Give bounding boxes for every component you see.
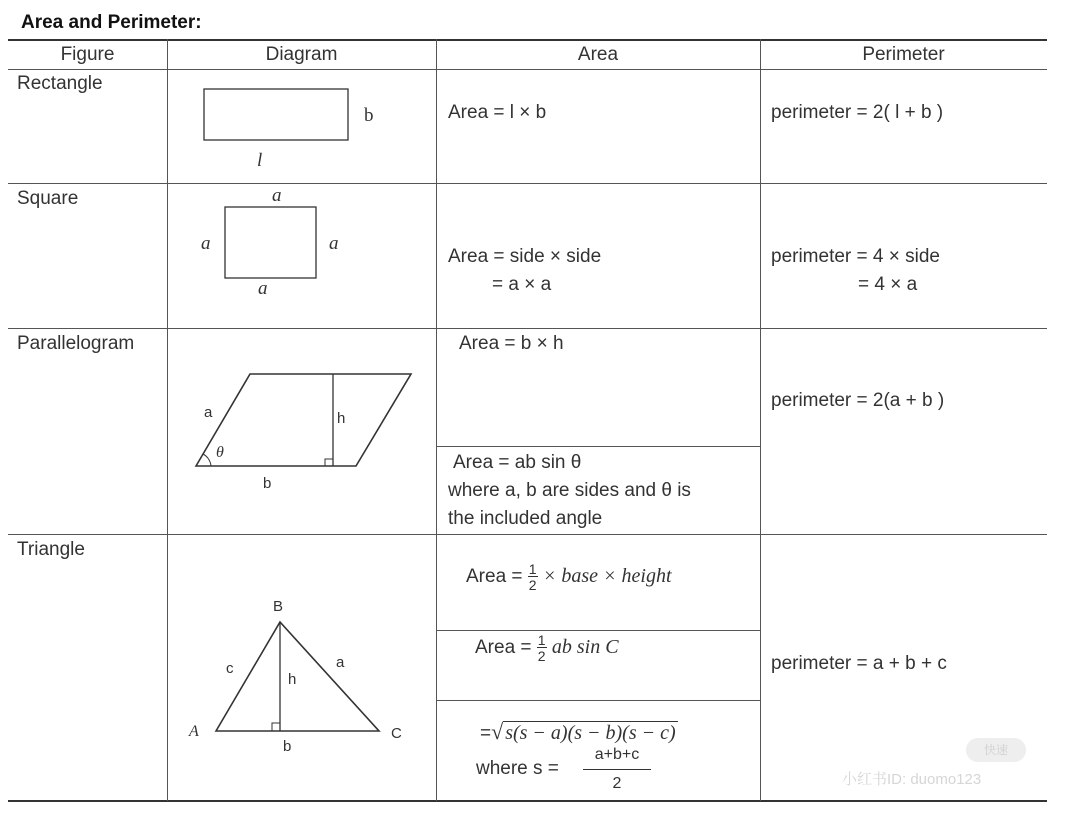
triangle-area1 xyxy=(466,562,672,592)
figure-name-square: Square xyxy=(17,188,79,209)
heron-equals: = xyxy=(480,723,492,744)
fraction-denominator: 2 xyxy=(528,577,537,593)
rectangle-area-formula: Area = l × b xyxy=(448,102,547,123)
triangle-label-h: h xyxy=(288,671,297,688)
semi-perimeter-numerator: a+b+c xyxy=(594,746,640,763)
right-angle-mark xyxy=(272,723,280,731)
square-label-top: a xyxy=(272,185,282,206)
square-label-bottom: a xyxy=(258,278,268,299)
square-perimeter-line1: perimeter = 4 × side xyxy=(771,246,940,267)
semi-perimeter-denominator: 2 xyxy=(612,775,622,792)
triangle-area1-prefix: Area = xyxy=(466,566,523,588)
square-area-line2: = a × a xyxy=(492,274,552,295)
parallelogram-area2-line1: Area = ab sin θ xyxy=(453,452,582,473)
fraction-numerator: 1 xyxy=(528,561,537,577)
parallelogram-area2-line2: where a, b are sides and θ is xyxy=(448,480,691,501)
header-figure: Figure xyxy=(60,44,115,65)
triangle-label-c: c xyxy=(226,660,234,677)
triangle-area1-suffix: × base × height xyxy=(542,565,672,588)
parallelogram-label-a: a xyxy=(204,404,213,421)
parallelogram-perimeter: perimeter = 2(a + b ) xyxy=(771,390,945,411)
rectangle-perimeter-formula: perimeter = 2( l + b ) xyxy=(771,102,944,123)
triangle-area2 xyxy=(475,633,619,663)
triangle-label-a: a xyxy=(336,654,345,671)
watermark-badge: 快速 xyxy=(966,738,1026,762)
square-label-right: a xyxy=(329,233,339,254)
fraction-half xyxy=(528,562,538,592)
parallelogram-label-h: h xyxy=(337,410,346,427)
parallelogram-label-b: b xyxy=(263,475,272,492)
triangle-shape xyxy=(216,622,379,731)
heron-radicand: s(s − a)(s − b)(s − c) xyxy=(505,722,676,744)
square-perimeter-line2: = 4 × a xyxy=(858,274,918,295)
header-diagram: Diagram xyxy=(265,44,338,65)
triangle-label-b: b xyxy=(283,738,292,755)
page-title: Area and Perimeter: xyxy=(21,12,202,33)
header-perimeter: Perimeter xyxy=(862,44,945,65)
header-area: Area xyxy=(577,44,619,65)
triangle-area2-suffix: ab sin C xyxy=(551,636,619,659)
triangle-label-A: A xyxy=(189,723,199,740)
triangle-label-B: B xyxy=(273,598,284,615)
heron-formula xyxy=(480,719,678,745)
triangle-perimeter: perimeter = a + b + c xyxy=(771,653,947,674)
square-area-line1: Area = side × side xyxy=(448,246,602,267)
triangle-area2-prefix: Area = xyxy=(475,637,532,659)
figure-name-parallelogram: Parallelogram xyxy=(17,333,135,354)
parallelogram-area2-line3: the included angle xyxy=(448,508,603,529)
parallelogram-label-theta: θ xyxy=(216,444,224,461)
figure-name-triangle: Triangle xyxy=(17,539,85,560)
fraction-numerator: 1 xyxy=(537,632,546,648)
parallelogram-area1: Area = b × h xyxy=(459,333,564,354)
triangle-label-C: C xyxy=(391,725,402,742)
fraction-half xyxy=(537,633,547,663)
figure-name-rectangle: Rectangle xyxy=(17,73,103,94)
square-label-left: a xyxy=(201,233,211,254)
semi-perimeter-fraction-bar xyxy=(583,769,651,770)
rectangle-label-l: l xyxy=(257,150,263,171)
sqrt-symbol: √ xyxy=(491,719,504,744)
rectangle-label-b: b xyxy=(364,105,374,126)
fraction-denominator: 2 xyxy=(537,648,546,664)
watermark-text: 小红书ID: duomo123 xyxy=(842,771,982,788)
semi-perimeter-label: where s = xyxy=(476,758,559,779)
